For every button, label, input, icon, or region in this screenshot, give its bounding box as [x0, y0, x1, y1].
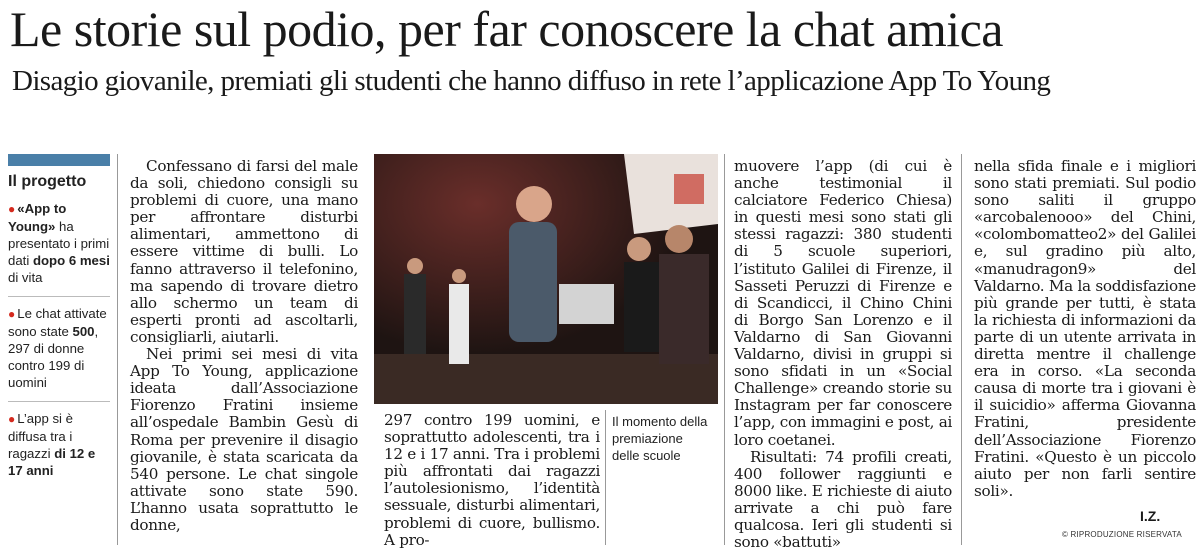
column-divider	[724, 154, 725, 545]
sidebar-item	[8, 200, 110, 286]
paragraph: nella sfida finale e i migliori sono stati premiati. Sul podio sono saliti il gruppo «arcobalenooo» del Chini, «colombomatteo2» del Galilei e, sul gradino più alto, «manudragon9» del Valdarno. Ma la soddisfazione più grande per tutti, è stata la richiesta di informazioni da parte di un utente arrivata in diretta mentre il challenge era in corso. «La seconda causa di morte tra i giovani è il suicidio» afferma Giovanna Fratini, presidente dell’Associazione Fiorenzo Fratini. «Questo è un piccolo aiuto per non farli sentire soli».	[974, 157, 1196, 500]
copyright-notice: © RIPRODUZIONE RISERVATA	[1062, 530, 1182, 539]
headline: Le storie sul podio, per far conoscere la chat amica	[10, 1, 1003, 57]
paragraph: Confessano di farsi del male da soli, chiedono consigli su problemi di cuore, una mano per affrontare disturbi alimentari, ammettono di essere vittime di bulli. Lo fanno attraverso il telefonino, ma sapendo di trovare dietro allo schermo un team di esperti pronti ad ascoltarli, consigliarli, aiutarli.	[130, 157, 358, 346]
author-initials: I.Z.	[1140, 508, 1161, 524]
paragraph: Risultati: 74 profili creati, 400 follower raggiunti e 8000 like. E richieste di aiuto arrivate a chi può fare qualcosa. Ieri gli studenti si sono «battuti»	[734, 447, 952, 551]
column-divider	[117, 154, 118, 545]
bullet-icon: ●	[8, 202, 16, 216]
sidebar-title: Il progetto	[8, 173, 87, 190]
paragraph: muovere l’app (di cui è anche testimonial il calciatore Federico Chiesa) in questi mesi sono stati gli stessi ragazzi: 380 studenti di 5 scuole superiori, l’istituto Galilei di Firenze, il Sasseti Peruzzi di Firenze e di Scandicci, il Chino Chini di Borgo San Lorenzo e il Valdarno di San Giovanni Valdarno, divisi in gruppi si sono sfidati in un «Social Challenge» creando storie su Instagram per far conoscere l’app, con immagini e post, ai loro coetanei.	[734, 157, 953, 449]
subheadline: Disagio giovanile, premiati gli studenti che hanno diffuso in rete l’applicazione App To Young	[12, 65, 1051, 97]
sidebar-item-text: L’app si è diffusa tra i ragazzi	[8, 411, 73, 461]
photo-illustration	[374, 154, 718, 404]
sidebar-accent-bar	[8, 154, 110, 166]
sidebar-item-bold: di 12 e 17 anni	[8, 446, 96, 478]
sidebar-item	[8, 410, 110, 479]
bullet-icon: ●	[8, 307, 16, 321]
sidebar-item-bold: 500	[72, 324, 95, 339]
photo-caption: Il momento della premiazione delle scuole	[612, 414, 708, 463]
paragraph: 297 contro 199 uomini, e soprattutto adolescenti, tra i 12 e i 17 anni. Tra i problemi più affrontati dai ragazzi l’autolesionismo, l’identità sessuale, disturbi alimentari, problemi di cuore, bullismo. A pro-	[384, 411, 600, 549]
sidebar-item-bold: dopo 6 mesi	[32, 253, 110, 268]
column-divider	[961, 154, 962, 545]
sidebar-item	[8, 305, 110, 391]
event-photo	[374, 154, 718, 404]
article-column-4	[974, 158, 1196, 500]
sidebar-item-text-end: di vita	[8, 270, 43, 285]
column-divider	[605, 410, 606, 545]
article-column-3	[734, 158, 952, 551]
article-column-1	[130, 158, 358, 534]
sidebar-item-text-end: , 297 di donne contro 199 di uomini	[8, 324, 99, 390]
paragraph: Nei primi sei mesi di vita App To Young, applicazione ideata dall’Associazione Fiorenzo Fratini insieme all’ospedale Bambin Gesù di Roma per prevenire il disagio giovanile, è stata scaricata da 540 persone. Le chat singole attivate sono state 590. L’hanno usata soprattutto le donne,	[130, 345, 358, 534]
sidebar-item-pre: «App to Young»	[8, 201, 67, 234]
divider	[8, 296, 110, 297]
article-column-2	[384, 412, 600, 549]
bullet-icon: ●	[8, 412, 16, 426]
sidebar-item-text: Le chat attivate sono state	[8, 306, 107, 339]
sidebar-item-text: ha presentato i primi dati	[8, 219, 110, 268]
divider	[8, 401, 110, 402]
sidebar-box	[8, 154, 110, 489]
